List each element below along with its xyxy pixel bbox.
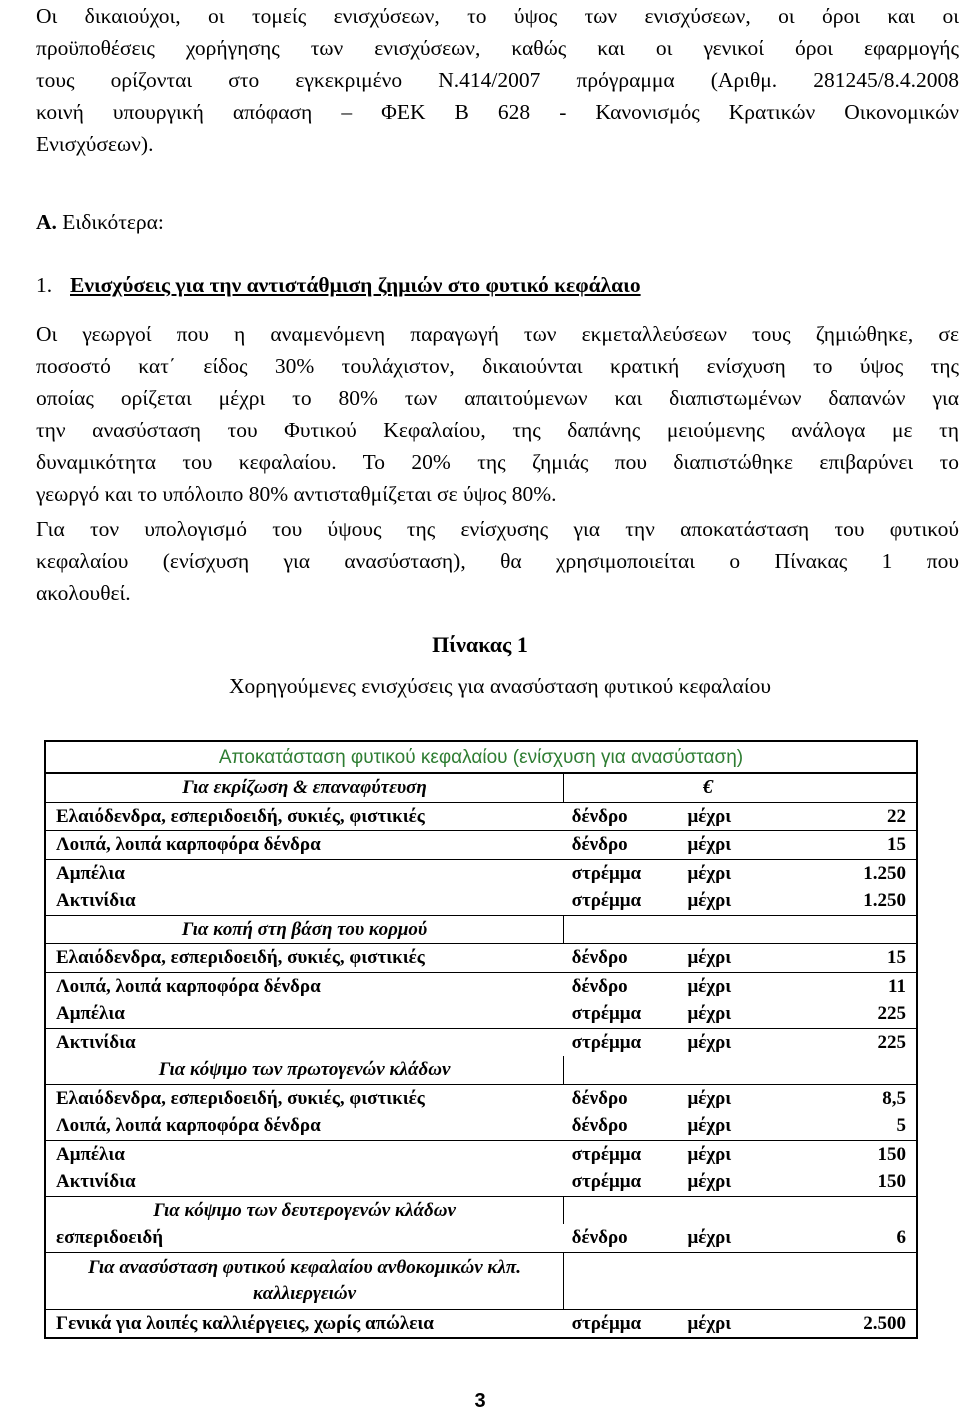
amount-cell: 11: [888, 975, 906, 997]
page-number: 3: [474, 1390, 486, 1412]
amount-cell: 6: [797, 1224, 917, 1252]
category-row: [45, 1196, 917, 1224]
category-row: [45, 773, 917, 802]
upto-cell: μέχρι: [687, 1087, 732, 1109]
unit-cell: δένδρο: [564, 1112, 688, 1140]
crop-cell: Ελαιόδενδρα, εσπεριδοειδή, συκιές, φιστικιές: [56, 1087, 425, 1109]
table-row: [45, 1084, 917, 1112]
amount-cell: 22: [797, 802, 917, 831]
table-row: [45, 1112, 917, 1140]
text-line: Για τον υπολογισμό του ύψους της ενίσχυσης για την αποκατάσταση του φυτικού: [36, 517, 959, 541]
upto-cell: μέχρι: [687, 802, 797, 831]
table-row: [45, 972, 917, 1000]
category-label: Για κοπή στη βάση του κορμού: [45, 915, 564, 944]
table-row: [45, 859, 917, 887]
body-paragraph: [36, 513, 959, 609]
amount-cell: 225: [797, 1000, 917, 1028]
text-line: κοινή υπουργική απόφαση – ΦΕΚ Β 628 - Κανονισμός Κρατικών Οικονομικών: [36, 100, 959, 124]
unit-cell: στρέμμα: [571, 1312, 642, 1334]
section-text: Ειδικότερα:: [62, 210, 164, 234]
subsection-heading: [36, 273, 641, 298]
crop-cell: Αμπέλια: [45, 1000, 564, 1028]
crop-cell: Λοιπά, λοιπά καρποφόρα δένδρα: [56, 975, 321, 997]
crop-cell: Ελαιόδενδρα, εσπεριδοειδή, συκιές, φιστικιές: [45, 944, 564, 973]
unit-cell: δένδρο: [564, 944, 688, 973]
crop-cell: Ακτινίδια: [56, 1031, 136, 1053]
text-line: τους ορίζονται στο εγκεκριμένο Ν.414/2007 πρόγραμμα (Αριθμ. 281245/8.4.2008: [36, 68, 959, 92]
text-line: δυναμικότητα του κεφαλαίου. Το 20% της ζημιάς που διαπιστώθηκε επιβαρύνει το: [36, 450, 959, 474]
currency-symbol: €: [564, 773, 917, 802]
unit-cell: στρέμμα: [564, 1168, 688, 1196]
crop-cell: Γενικά για λοιπές καλλιέργειες, χωρίς απώλεια: [56, 1312, 434, 1334]
upto-cell: μέχρι: [687, 944, 797, 973]
text-line: οποίας ορίζεται μέχρι το 80% των απαιτούμενων και διαπιστωμένων δαπανών για: [36, 386, 959, 410]
unit-cell: στρέμμα: [564, 1000, 688, 1028]
text-line: την ανασύσταση του Φυτικού Κεφαλαίου, της δαπάνης μειούμενης ανάλογα με τη: [36, 418, 959, 442]
amount-cell: 15: [797, 831, 917, 860]
amount-cell: 225: [877, 1031, 906, 1053]
amount-cell: 15: [797, 944, 917, 973]
table-row: [45, 944, 917, 973]
body-paragraph: [36, 318, 959, 510]
amount-cell: 2.500: [863, 1312, 906, 1334]
table-row: [45, 1168, 917, 1196]
crop-cell: Αμπέλια: [56, 862, 125, 884]
unit-cell: στρέμμα: [571, 862, 642, 884]
category-label: Για κόψιμο των δευτερογενών κλάδων: [45, 1196, 564, 1224]
category-row: [45, 915, 917, 944]
crop-cell: Λοιπά, λοιπά καρποφόρα δένδρα: [45, 1112, 564, 1140]
text-line: γεωργό και το υπόλοιπο 80% αντισταθμίζεται σε ύψος 80%.: [36, 482, 557, 506]
section-letter: Α.: [36, 210, 57, 234]
amount-cell: 1.250: [797, 887, 917, 915]
crop-cell: εσπεριδοειδή: [45, 1224, 564, 1252]
subsection-number: 1.: [36, 273, 53, 297]
intro-paragraph: [36, 0, 959, 160]
amount-cell: 150: [797, 1168, 917, 1196]
crop-cell: Αμπέλια: [56, 1143, 125, 1165]
unit-cell: δένδρο: [564, 802, 688, 831]
category-label: Για κόψιμο των πρωτογενών κλάδων: [45, 1056, 564, 1084]
table-banner-row: [45, 741, 917, 773]
upto-cell: μέχρι: [687, 975, 732, 997]
unit-cell: δένδρο: [564, 1224, 688, 1252]
category-row: [45, 1252, 917, 1309]
crop-cell: Ακτινίδια: [45, 887, 564, 915]
unit-cell: στρέμμα: [571, 1031, 642, 1053]
upto-cell: μέχρι: [687, 831, 797, 860]
crop-cell: Ελαιόδενδρα, εσπεριδοειδή, συκιές, φιστικιές: [45, 802, 564, 831]
amount-cell: 5: [797, 1112, 917, 1140]
table-subtitle: Χορηγούμενες ενισχύσεις για ανασύσταση φυτικού κεφαλαίου: [228, 674, 772, 698]
table-row: [45, 1309, 917, 1338]
category-label: Για ανασύσταση φυτικού κεφαλαίου ανθοκομικών κλπ. καλλιεργειών: [45, 1252, 564, 1309]
table-row: [45, 1028, 917, 1056]
upto-cell: μέχρι: [687, 1168, 797, 1196]
table-row: [45, 1140, 917, 1168]
upto-cell: μέχρι: [687, 1143, 732, 1165]
upto-cell: μέχρι: [687, 1112, 797, 1140]
crop-cell: Λοιπά, λοιπά καρποφόρα δένδρα: [45, 831, 564, 860]
table-row: [45, 831, 917, 860]
crop-cell: Ακτινίδια: [45, 1168, 564, 1196]
grant-table: [44, 740, 918, 1339]
text-line: ακολουθεί.: [36, 581, 131, 605]
amount-cell: 8,5: [882, 1087, 906, 1109]
table-banner: Αποκατάσταση φυτικού κεφαλαίου (ενίσχυση για ανασύσταση): [45, 741, 917, 773]
table-row: [45, 802, 917, 831]
text-line: προϋποθέσεις χορήγησης των ενισχύσεων, καθώς και οι γενικοί όροι εφαρμογής: [36, 36, 959, 60]
table-title: Πίνακας 1: [432, 632, 528, 657]
unit-cell: δένδρο: [571, 975, 628, 997]
amount-cell: 1.250: [863, 862, 906, 884]
table-row: [45, 1000, 917, 1028]
text-line: Οι γεωργοί που η αναμενόμενη παραγωγή των εκμεταλλεύσεων τους ζημιώθηκε, σε: [36, 322, 959, 346]
subsection-title: Ενισχύσεις για την αντιστάθμιση ζημιών στο φυτικό κεφάλαιο: [70, 273, 641, 297]
upto-cell: μέχρι: [687, 1031, 732, 1053]
unit-cell: στρέμμα: [564, 887, 688, 915]
unit-cell: δένδρο: [564, 831, 688, 860]
section-heading-a: [36, 210, 164, 235]
upto-cell: μέχρι: [687, 1000, 797, 1028]
upto-cell: μέχρι: [687, 1224, 797, 1252]
amount-cell: 150: [877, 1143, 906, 1165]
unit-cell: στρέμμα: [571, 1143, 642, 1165]
table-row: [45, 1224, 917, 1252]
upto-cell: μέχρι: [687, 862, 732, 884]
text-line: ποσοστό κατ΄ είδος 30% τουλάχιστον, δικαιούνται κρατική ενίσχυση το ύψος της: [36, 354, 959, 378]
text-line: Ενισχύσεων).: [36, 132, 154, 156]
table-row: [45, 887, 917, 915]
upto-cell: μέχρι: [687, 1312, 732, 1334]
category-row: [45, 1056, 917, 1084]
unit-cell: δένδρο: [571, 1087, 628, 1109]
upto-cell: μέχρι: [687, 887, 797, 915]
text-line: κεφαλαίου (ενίσχυση για ανασύσταση), θα χρησιμοποιείται ο Πίνακας 1 που: [36, 549, 959, 573]
text-line: Οι δικαιούχοι, οι τομείς ενισχύσεων, το ύψος των ενισχύσεων, οι όροι και οι: [36, 4, 959, 28]
category-label: Για εκρίζωση & επαναφύτευση: [45, 773, 564, 802]
